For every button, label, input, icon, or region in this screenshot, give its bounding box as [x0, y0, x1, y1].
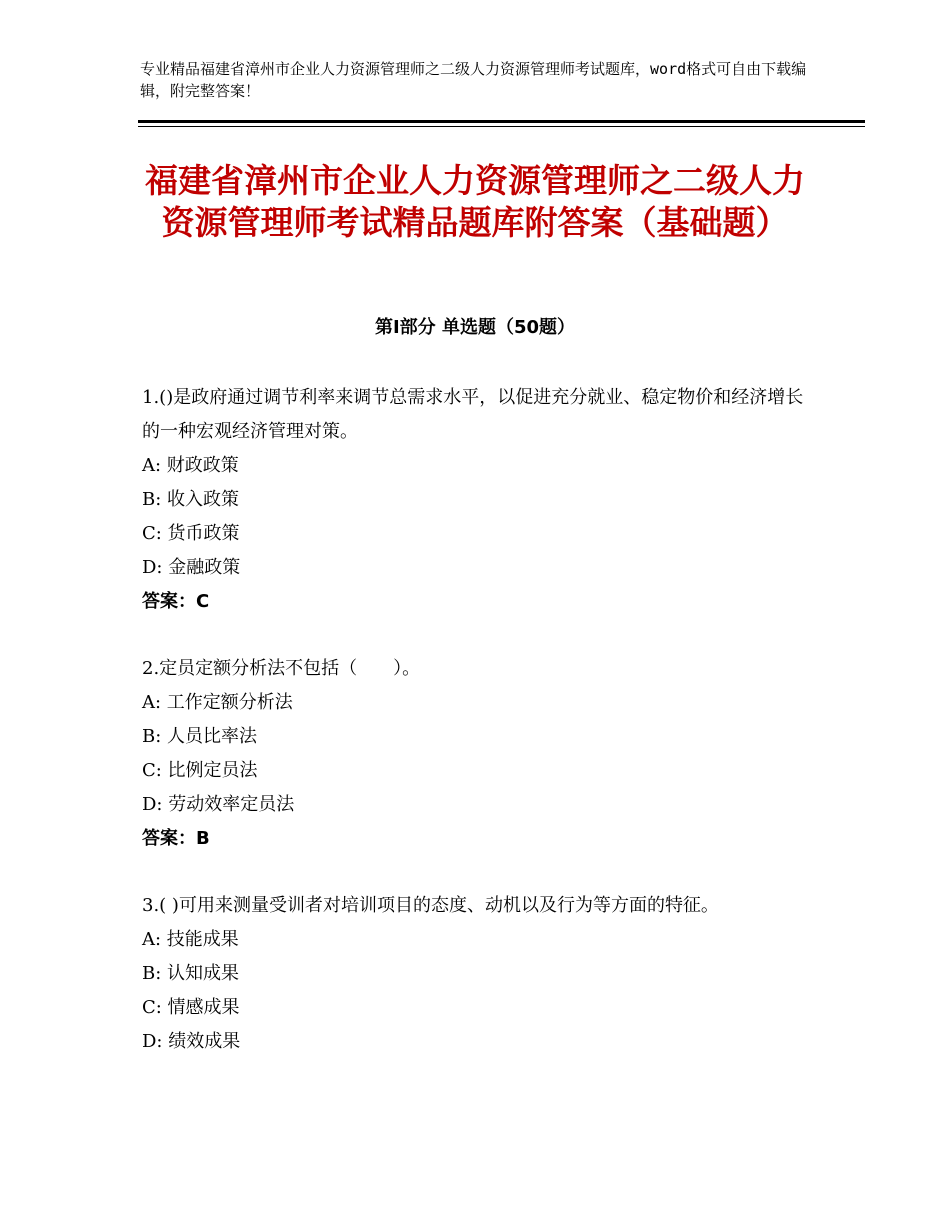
header-rule-thin	[138, 126, 865, 127]
option-a: A: 财政政策	[142, 455, 239, 476]
answer: 答案：B	[142, 828, 210, 849]
section-title: 第Ⅰ部分 单选题（50题）	[374, 317, 575, 338]
option-c: C: 比例定员法	[142, 760, 258, 781]
option-d: D: 劳动效率定员法	[142, 794, 295, 815]
document-title: 福建省漳州市企业人力资源管理师之二级人力资源管理师考试精品题库附答案（基础题）	[145, 161, 805, 242]
option-b: B: 认知成果	[142, 963, 240, 984]
option-d: D: 金融政策	[142, 557, 241, 578]
option-b: B: 收入政策	[142, 489, 240, 510]
question-2	[142, 652, 810, 856]
question-stem: 1.()是政府通过调节利率来调节总需求水平，以促进充分就业、稳定物价和经济增长的一种宏观经济管理对策。	[142, 387, 804, 442]
question-stem: 3.( )可用来测量受训者对培训项目的态度、动机以及行为等方面的特征。	[142, 895, 719, 916]
option-a: A: 技能成果	[142, 929, 239, 950]
option-d: D: 绩效成果	[142, 1031, 241, 1052]
option-c: C: 货币政策	[142, 523, 240, 544]
option-b: B: 人员比率法	[142, 726, 258, 747]
question-list	[142, 381, 810, 1092]
option-c: C: 情感成果	[142, 997, 240, 1018]
question-1	[142, 381, 810, 619]
question-3	[142, 889, 810, 1059]
question-stem: 2.定员定额分析法不包括（ ）。	[142, 658, 421, 679]
option-a: A: 工作定额分析法	[142, 692, 293, 713]
header-rule-thick	[138, 120, 865, 123]
header-note: 专业精品福建省漳州市企业人力资源管理师之二级人力资源管理师考试题库，word格式可自由下载编辑，附完整答案！	[140, 60, 807, 100]
answer: 答案：C	[142, 591, 210, 612]
